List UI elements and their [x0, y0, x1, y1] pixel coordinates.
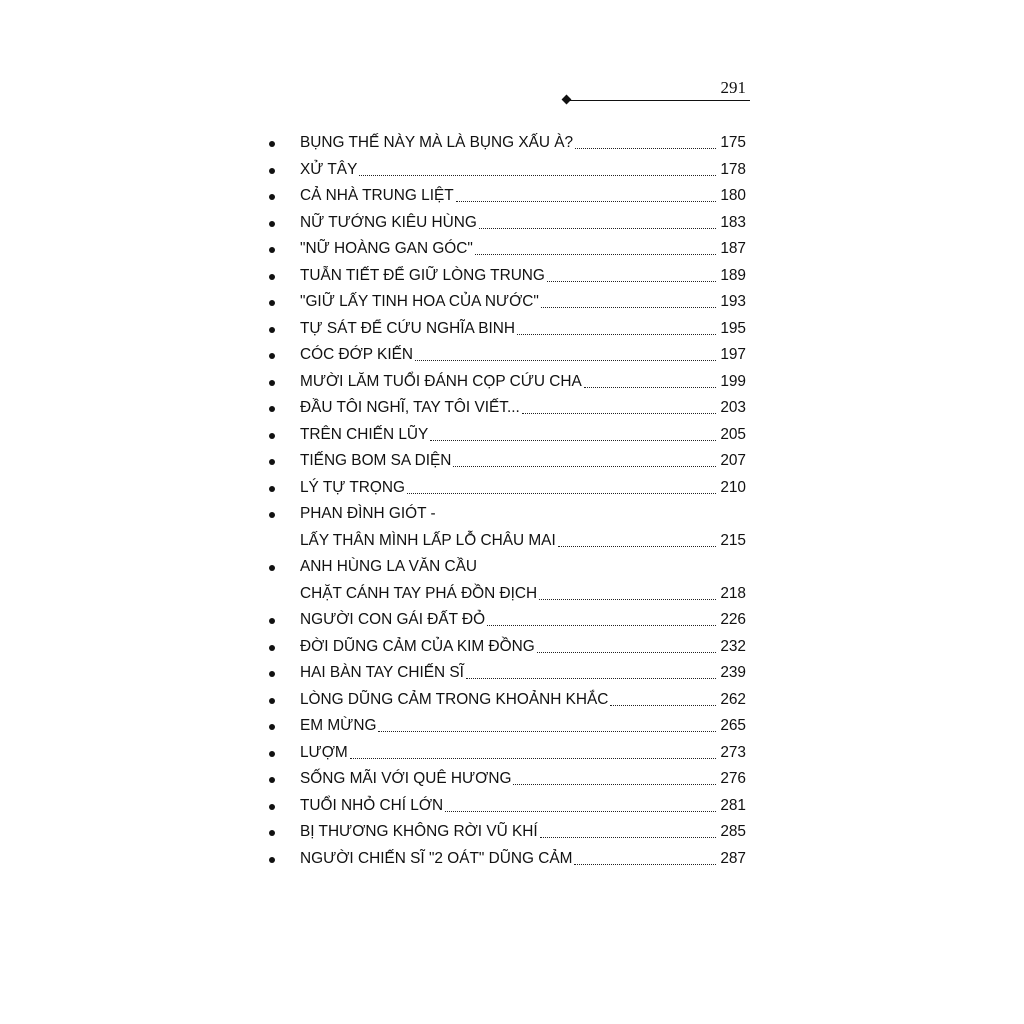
toc-entry-line — [300, 345, 746, 365]
toc-entry — [262, 474, 750, 501]
bullet-icon — [269, 751, 275, 757]
toc-entry-title: MƯỜI LĂM TUỔI ĐÁNH CỌP CỨU CHA — [300, 372, 582, 390]
toc-entry-title: BỤNG THẾ NÀY MÀ LÀ BỤNG XẤU À? — [300, 134, 574, 151]
toc-entry-title: BỊ THƯƠNG KHÔNG RỜI VŨ KHÍ — [300, 823, 538, 840]
bullet-icon — [269, 274, 275, 280]
bullet-icon — [269, 486, 275, 492]
dot-leader — [453, 466, 716, 467]
dot-leader — [537, 652, 717, 653]
toc-entry-line — [300, 504, 746, 524]
bullet-icon — [269, 459, 275, 465]
toc-entry — [262, 500, 750, 527]
toc-entry — [262, 129, 750, 156]
toc-entry-page: 239 — [720, 664, 746, 681]
bullet-icon — [269, 247, 275, 253]
toc-entry-page: 210 — [720, 478, 746, 496]
dot-leader — [487, 625, 716, 626]
toc-entry-line — [300, 451, 746, 471]
table-of-contents — [262, 129, 750, 871]
toc-entry — [262, 262, 750, 289]
dot-leader — [575, 148, 716, 149]
dot-leader — [407, 493, 716, 494]
toc-entry-title: CÓC ĐỚP KIẾN — [300, 346, 413, 363]
toc-entry — [262, 394, 750, 421]
toc-entry — [262, 553, 750, 580]
toc-entry — [262, 686, 750, 713]
toc-entry-title: CẢ NHÀ TRUNG LIỆT — [300, 187, 454, 204]
bullet-icon — [269, 698, 275, 704]
page-header — [560, 78, 750, 104]
toc-entry-page: 276 — [720, 770, 746, 787]
toc-entry-title: TRÊN CHIẾN LŨY — [300, 425, 429, 443]
toc-entry-title: HAI BÀN TAY CHIẾN SĨ — [300, 664, 464, 681]
toc-entry-title: LƯỢM — [300, 743, 348, 761]
bullet-icon — [269, 168, 275, 174]
toc-entry-title: NGƯỜI CON GÁI ĐẤT ĐỎ — [300, 611, 486, 628]
dot-leader — [359, 175, 716, 176]
toc-entry-page: 226 — [720, 611, 746, 628]
toc-entry-line — [300, 319, 746, 339]
toc-entry-page: 183 — [720, 213, 746, 231]
toc-entry — [262, 765, 750, 792]
bullet-icon — [269, 830, 275, 836]
dot-leader — [445, 811, 716, 812]
toc-entry — [262, 315, 750, 342]
toc-entry-line — [300, 584, 746, 604]
dot-leader — [574, 864, 716, 865]
toc-entry-line — [300, 610, 746, 630]
toc-entry-title: CHẶT CÁNH TAY PHÁ ĐỒN ĐỊCH — [300, 584, 538, 602]
toc-entry-page: 187 — [720, 240, 746, 257]
dot-leader — [378, 731, 716, 732]
dot-leader — [541, 307, 716, 308]
dot-leader — [539, 599, 716, 600]
dot-leader — [456, 201, 717, 202]
bullet-icon — [269, 804, 275, 810]
bullet-icon — [269, 194, 275, 200]
toc-entry-line — [300, 372, 746, 392]
toc-entry-line — [300, 531, 746, 551]
toc-entry-line — [300, 186, 746, 206]
toc-entry-title: LẤY THÂN MÌNH LẤP LỖ CHÂU MAI — [300, 531, 556, 549]
toc-entry-page: 175 — [720, 134, 746, 151]
bullet-icon — [269, 857, 275, 863]
dot-leader — [558, 546, 717, 547]
dot-leader — [479, 228, 716, 229]
toc-entry-line — [300, 213, 746, 233]
toc-entry-line — [300, 398, 746, 418]
toc-entry-page: 193 — [720, 293, 746, 310]
bullet-icon — [269, 221, 275, 227]
toc-entry-title: SỐNG MÃI VỚI QUÊ HƯƠNG — [300, 770, 512, 787]
toc-entry — [262, 209, 750, 236]
toc-entry-page: 215 — [720, 531, 746, 549]
toc-entry — [262, 447, 750, 474]
toc-entry-page: 203 — [720, 399, 746, 416]
toc-entry-title: "GIỮ LẤY TINH HOA CỦA NƯỚC" — [300, 293, 539, 310]
dot-leader — [475, 254, 716, 255]
bullet-icon — [269, 353, 275, 359]
toc-entry-line — [300, 796, 746, 816]
toc-entry — [262, 712, 750, 739]
toc-entry-title: NGƯỜI CHIẾN SĨ "2 OÁT" DŨNG CẢM — [300, 849, 573, 867]
bullet-icon — [269, 141, 275, 147]
dot-leader — [517, 334, 716, 335]
toc-entry-line — [300, 637, 746, 657]
toc-entry-line — [300, 266, 746, 286]
toc-entry-page: 273 — [720, 743, 746, 761]
toc-entry — [262, 527, 750, 554]
toc-entry-title: ĐẦU TÔI NGHĨ, TAY TÔI VIẾT... — [300, 399, 520, 416]
toc-entry-title: XỬ TÂY — [300, 160, 358, 178]
page-number: 291 — [720, 78, 746, 97]
toc-entry — [262, 792, 750, 819]
bullet-icon — [269, 327, 275, 333]
toc-entry-page: 281 — [720, 796, 746, 814]
toc-entry-page: 265 — [720, 717, 746, 734]
toc-entry-line — [300, 690, 746, 710]
toc-entry-line — [300, 716, 746, 736]
toc-entry-title: TỰ SÁT ĐỂ CỨU NGHĨA BINH — [300, 319, 515, 337]
bullet-icon — [269, 300, 275, 306]
toc-entry-title: ANH HÙNG LA VĂN CẦU — [300, 558, 478, 575]
toc-entry-title: LÒNG DŨNG CẢM TRONG KHOẢNH KHẮC — [300, 690, 609, 708]
toc-entry-title: TIẾNG BOM SA DIỆN — [300, 452, 452, 469]
dot-leader — [522, 413, 717, 414]
toc-entry-page: 199 — [720, 372, 746, 390]
bullet-icon — [269, 512, 275, 518]
dot-leader — [513, 784, 716, 785]
toc-entry-page: 285 — [720, 823, 746, 840]
toc-entry-line — [300, 663, 746, 683]
toc-entry-page: 180 — [720, 187, 746, 204]
toc-entry-line — [300, 133, 746, 153]
toc-entry-line — [300, 160, 746, 180]
toc-entry-page: 207 — [720, 452, 746, 469]
bullet-icon — [269, 565, 275, 571]
toc-entry — [262, 182, 750, 209]
dot-leader — [610, 705, 716, 706]
toc-entry-title: TUẪN TIẾT ĐỂ GIỮ LÒNG TRUNG — [300, 266, 545, 284]
toc-entry-line — [300, 239, 746, 259]
toc-entry-line — [300, 822, 746, 842]
bullet-icon — [269, 671, 275, 677]
dot-leader — [540, 837, 717, 838]
toc-entry-page: 178 — [720, 160, 746, 178]
toc-entry-page: 232 — [720, 637, 746, 655]
toc-entry — [262, 633, 750, 660]
toc-entry — [262, 818, 750, 845]
toc-entry — [262, 156, 750, 183]
dot-leader — [547, 281, 716, 282]
toc-entry — [262, 235, 750, 262]
toc-entry-line — [300, 849, 746, 869]
dot-leader — [584, 387, 717, 388]
toc-entry — [262, 341, 750, 368]
toc-entry — [262, 368, 750, 395]
toc-entry-title: TUỔI NHỎ CHÍ LỚN — [300, 796, 444, 814]
bullet-icon — [269, 645, 275, 651]
toc-entry-title: ĐỜI DŨNG CẢM CỦA KIM ĐỒNG — [300, 637, 535, 655]
toc-entry-page: 189 — [720, 266, 746, 284]
dot-leader — [466, 678, 716, 679]
toc-entry-page: 218 — [720, 584, 746, 602]
toc-entry-title: LÝ TỰ TRỌNG — [300, 478, 405, 496]
bullet-icon — [269, 406, 275, 412]
toc-entry — [262, 739, 750, 766]
toc-entry-line — [300, 478, 746, 498]
toc-entry-line — [300, 557, 746, 577]
toc-entry-title: "NỮ HOÀNG GAN GÓC" — [300, 240, 473, 257]
toc-entry-title: EM MỪNG — [300, 717, 377, 734]
toc-entry — [262, 580, 750, 607]
toc-entry-page: 195 — [720, 319, 746, 337]
bullet-icon — [269, 433, 275, 439]
toc-entry-page: 262 — [720, 690, 746, 708]
toc-entry-page: 205 — [720, 425, 746, 443]
toc-entry — [262, 288, 750, 315]
header-rule — [570, 100, 750, 101]
toc-entry-line — [300, 743, 746, 763]
toc-entry-line — [300, 769, 746, 789]
dot-leader — [350, 758, 717, 759]
bullet-icon — [269, 618, 275, 624]
toc-entry-title: NỮ TƯỚNG KIÊU HÙNG — [300, 213, 477, 231]
dot-leader — [430, 440, 716, 441]
toc-entry — [262, 659, 750, 686]
toc-entry-title: PHAN ĐÌNH GIÓT - — [300, 505, 436, 522]
bullet-icon — [269, 777, 275, 783]
bullet-icon — [269, 380, 275, 386]
toc-entry — [262, 845, 750, 872]
toc-entry-page: 197 — [720, 346, 746, 363]
toc-entry-page: 287 — [720, 849, 746, 867]
toc-entry — [262, 421, 750, 448]
toc-entry-line — [300, 425, 746, 445]
toc-entry-line — [300, 292, 746, 312]
dot-leader — [415, 360, 716, 361]
toc-entry — [262, 606, 750, 633]
bullet-icon — [269, 724, 275, 730]
